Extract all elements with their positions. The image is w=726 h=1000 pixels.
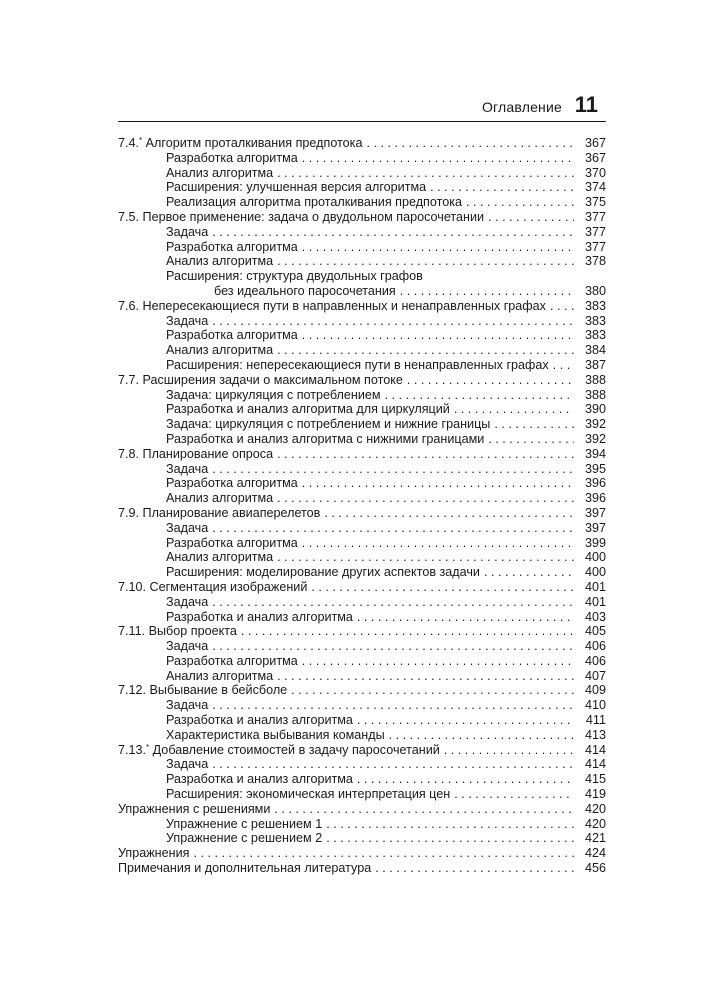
toc-entry-title: Выбор проекта bbox=[148, 624, 237, 639]
toc-entry-title: Разработка алгоритма bbox=[166, 150, 298, 165]
toc-entry bbox=[118, 343, 606, 358]
toc-page-number: 399 bbox=[584, 535, 606, 550]
toc-page-number: 419 bbox=[584, 787, 606, 802]
toc-dot-leader bbox=[375, 861, 574, 876]
toc-entry-title: Расширения: моделирование других аспектов задачи bbox=[166, 565, 480, 580]
toc-page-number: 407 bbox=[584, 668, 606, 683]
toc-entry-label bbox=[166, 757, 212, 772]
toc-page-number: 390 bbox=[584, 402, 606, 417]
toc-dot-leader bbox=[454, 402, 574, 417]
toc-page-number: 411 bbox=[585, 713, 606, 728]
toc-entry-title: Задача: циркуляция с потреблением и нижние границы bbox=[166, 417, 491, 432]
toc-section-number: 7.5. bbox=[118, 209, 140, 224]
toc-entry bbox=[118, 180, 606, 195]
toc-entry bbox=[118, 713, 606, 728]
toc-dot-leader bbox=[550, 299, 574, 314]
toc-entry-label bbox=[118, 447, 277, 462]
toc-entry bbox=[118, 817, 606, 832]
toc-entry bbox=[118, 254, 606, 269]
toc-page-number: 388 bbox=[584, 372, 606, 387]
toc-dot-leader bbox=[193, 846, 574, 861]
toc-entry bbox=[118, 580, 606, 595]
toc-entry bbox=[118, 698, 606, 713]
toc-entry-label bbox=[166, 521, 212, 536]
toc-page-number: 377 bbox=[584, 239, 606, 254]
toc-page-number: 409 bbox=[584, 683, 606, 698]
toc-section-number: 7.11. bbox=[118, 624, 146, 639]
toc-dot-leader bbox=[357, 610, 574, 625]
toc-entry bbox=[118, 831, 606, 846]
toc-dot-leader bbox=[430, 180, 574, 195]
toc-entry-title: Разработка алгоритма bbox=[166, 328, 298, 343]
toc-entry-title: Расширения: непересекающиеся пути в ненаправленных графах bbox=[166, 357, 549, 372]
toc-entry-label bbox=[166, 402, 454, 417]
toc-dot-leader bbox=[400, 284, 574, 299]
toc-entry bbox=[118, 195, 606, 210]
page-number: 11 bbox=[574, 92, 598, 117]
toc-dot-leader bbox=[484, 565, 574, 580]
table-of-contents bbox=[118, 136, 606, 876]
toc-entry-title: Расширения задачи о максимальном потоке bbox=[142, 372, 403, 387]
toc-page-number: 421 bbox=[584, 831, 606, 846]
toc-entry-title: Расширения: экономическая интерпретация цен bbox=[166, 787, 451, 802]
toc-page-number: 414 bbox=[584, 742, 606, 757]
toc-page-number: 405 bbox=[584, 624, 606, 639]
toc-entry-title: Непересекающиеся пути в направленных и ненаправленных графах bbox=[142, 298, 546, 313]
toc-entry-label bbox=[166, 240, 302, 255]
toc-entry bbox=[118, 772, 606, 787]
toc-dot-leader bbox=[357, 772, 574, 787]
toc-page-number: 420 bbox=[584, 801, 606, 816]
toc-entry-label bbox=[118, 861, 375, 876]
toc-entry-label bbox=[166, 180, 430, 195]
toc-advanced-marker: * bbox=[146, 742, 150, 752]
toc-entry bbox=[118, 225, 606, 240]
toc-entry-label bbox=[166, 491, 277, 506]
toc-dot-leader bbox=[277, 166, 574, 181]
header-rule bbox=[118, 121, 606, 122]
toc-advanced-marker: * bbox=[139, 136, 143, 145]
toc-entry-label bbox=[118, 136, 366, 151]
toc-dot-leader bbox=[212, 757, 574, 772]
toc-entry bbox=[118, 314, 606, 329]
toc-page-number: 406 bbox=[584, 639, 606, 654]
toc-entry bbox=[118, 565, 606, 580]
toc-entry-title: Разработка алгоритма bbox=[166, 653, 298, 668]
toc-dot-leader bbox=[326, 831, 574, 846]
toc-page-number: 367 bbox=[584, 150, 606, 165]
page-header bbox=[118, 92, 606, 122]
toc-entry-label bbox=[166, 831, 326, 846]
toc-entry-label bbox=[166, 787, 454, 802]
toc-entry-label bbox=[166, 225, 212, 240]
toc-entry bbox=[118, 728, 606, 743]
toc-page-number: 383 bbox=[584, 313, 606, 328]
toc-dot-leader bbox=[277, 669, 574, 684]
toc-page-number: 384 bbox=[584, 343, 606, 358]
toc-entry-title: Упражнение с решением 1 bbox=[166, 816, 323, 831]
toc-dot-leader bbox=[466, 195, 574, 210]
toc-page-number: 415 bbox=[584, 772, 606, 787]
toc-entry-label bbox=[166, 728, 389, 743]
toc-section-number: 7.4. bbox=[118, 136, 140, 150]
toc-page-number: 414 bbox=[584, 757, 606, 772]
toc-page-number: 380 bbox=[584, 283, 606, 298]
toc-entry-title: Анализ алгоритма bbox=[166, 343, 274, 358]
toc-dot-leader bbox=[454, 787, 574, 802]
toc-dot-leader bbox=[553, 358, 574, 373]
toc-dot-leader bbox=[277, 254, 574, 269]
toc-entry-title: Сегментация изображений bbox=[149, 579, 308, 594]
toc-page-number: 397 bbox=[584, 505, 606, 520]
toc-entry-title: Выбывание в бейсболе bbox=[149, 683, 288, 698]
toc-entry bbox=[118, 669, 606, 684]
toc-page-number: 383 bbox=[584, 328, 606, 343]
toc-dot-leader bbox=[212, 225, 574, 240]
toc-entry-title: Задача bbox=[166, 461, 209, 476]
toc-entry bbox=[118, 417, 606, 432]
toc-dot-leader bbox=[212, 639, 574, 654]
toc-entry-title: Разработка и анализ алгоритма bbox=[166, 713, 353, 728]
toc-page-number: 401 bbox=[584, 594, 606, 609]
toc-page-number: 424 bbox=[584, 846, 606, 861]
toc-entry-label bbox=[166, 328, 302, 343]
toc-page-number: 403 bbox=[584, 609, 606, 624]
toc-entry-title: Характеристика выбывания команды bbox=[166, 727, 385, 742]
toc-entry-title: Задача bbox=[166, 313, 209, 328]
toc-entry-label bbox=[118, 743, 444, 758]
toc-entry-title: Анализ алгоритма bbox=[166, 491, 274, 506]
toc-entry bbox=[118, 358, 606, 373]
toc-page-number: 377 bbox=[584, 224, 606, 239]
toc-entry-title: Задача bbox=[166, 698, 209, 713]
toc-entry-label bbox=[166, 669, 277, 684]
toc-entry-title: Упражнение с решением 2 bbox=[166, 831, 323, 846]
toc-entry bbox=[118, 284, 606, 299]
toc-section-number: 7.6. bbox=[118, 298, 140, 313]
toc-entry bbox=[118, 683, 606, 698]
toc-entry bbox=[118, 388, 606, 403]
toc-entry-label bbox=[166, 476, 302, 491]
toc-section-number: 7.7. bbox=[118, 372, 140, 387]
toc-page-number: 378 bbox=[584, 254, 606, 269]
toc-entry-label bbox=[166, 388, 385, 403]
toc-entry bbox=[118, 639, 606, 654]
toc-entry bbox=[118, 432, 606, 447]
toc-entry-label bbox=[166, 595, 212, 610]
toc-entry-title: Анализ алгоритма bbox=[166, 550, 274, 565]
toc-dot-leader bbox=[212, 521, 574, 536]
toc-entry bbox=[118, 210, 606, 225]
toc-entry-title: Задача bbox=[166, 757, 209, 772]
running-head-title: Оглавление bbox=[481, 99, 562, 115]
toc-section-number: 7.12. bbox=[118, 683, 147, 698]
toc-entry-title: Задача: циркуляция с потреблением bbox=[166, 387, 381, 402]
toc-entry-label bbox=[166, 254, 277, 269]
toc-entry-label bbox=[166, 536, 302, 551]
toc-entry-title: Упражнения bbox=[118, 846, 190, 861]
toc-page-number: 392 bbox=[584, 417, 606, 432]
toc-entry bbox=[118, 447, 606, 462]
toc-entry bbox=[118, 757, 606, 772]
toc-dot-leader bbox=[212, 462, 574, 477]
toc-entry-title: Анализ алгоритма bbox=[166, 254, 274, 269]
toc-entry-label bbox=[166, 610, 357, 625]
toc-entry bbox=[118, 861, 606, 876]
toc-page-number: 397 bbox=[584, 520, 606, 535]
toc-page-number: 392 bbox=[584, 431, 606, 446]
toc-page-number: 383 bbox=[584, 298, 606, 313]
toc-dot-leader bbox=[385, 388, 574, 403]
toc-entry-label bbox=[166, 151, 302, 166]
toc-page-number: 406 bbox=[584, 653, 606, 668]
toc-dot-leader bbox=[326, 817, 574, 832]
toc-entry-label bbox=[118, 506, 324, 521]
toc-entry-title: Упражнения с решениями bbox=[118, 801, 271, 816]
toc-entry-title: Алгоритм проталкивания предпотока bbox=[145, 136, 363, 150]
toc-entry bbox=[118, 462, 606, 477]
toc-entry-title: Разработка алгоритма bbox=[166, 535, 298, 550]
toc-entry-label bbox=[214, 284, 400, 299]
toc-dot-leader bbox=[212, 698, 574, 713]
toc-dot-leader bbox=[212, 595, 574, 610]
toc-dot-leader bbox=[311, 580, 574, 595]
toc-section-number: 7.9. bbox=[118, 505, 140, 520]
toc-page-number: 375 bbox=[584, 195, 606, 210]
toc-page-number: 400 bbox=[584, 565, 606, 580]
toc-entry-title: Реализация алгоритма проталкивания предпотока bbox=[166, 195, 463, 210]
toc-entry-title: Расширения: улучшенная версия алгоритма bbox=[166, 180, 427, 195]
toc-dot-leader bbox=[212, 314, 574, 329]
toc-entry-label bbox=[166, 639, 212, 654]
toc-dot-leader bbox=[488, 210, 574, 225]
toc-dot-leader bbox=[444, 743, 574, 758]
toc-entry-title: Разработка и анализ алгоритма для циркуляций bbox=[166, 402, 450, 417]
toc-entry-title: Разработка и анализ алгоритма bbox=[166, 609, 353, 624]
toc-entry-label bbox=[166, 817, 326, 832]
toc-dot-leader bbox=[277, 343, 574, 358]
toc-entry bbox=[118, 491, 606, 506]
toc-entry-label bbox=[166, 462, 212, 477]
toc-page-number: 396 bbox=[584, 476, 606, 491]
toc-entry-label bbox=[118, 299, 550, 314]
toc-entry bbox=[118, 595, 606, 610]
toc-dot-leader bbox=[274, 802, 574, 817]
toc-entry bbox=[118, 136, 606, 151]
toc-dot-leader bbox=[277, 447, 574, 462]
toc-entry-label bbox=[166, 654, 302, 669]
toc-entry-title: Планирование авиаперелетов bbox=[142, 505, 321, 520]
toc-entry bbox=[118, 536, 606, 551]
toc-entry-label bbox=[166, 166, 277, 181]
toc-dot-leader bbox=[302, 328, 574, 343]
toc-entry-label bbox=[166, 417, 494, 432]
toc-entry-label bbox=[118, 683, 291, 698]
toc-dot-leader bbox=[366, 136, 574, 151]
toc-section-number: 7.13. bbox=[118, 742, 147, 757]
toc-page-number: 400 bbox=[584, 550, 606, 565]
toc-page-number: 387 bbox=[584, 357, 606, 372]
toc-entry-title: Задача bbox=[166, 594, 209, 609]
toc-entry-label bbox=[118, 624, 241, 639]
toc-page-number: 367 bbox=[584, 136, 606, 150]
toc-dot-leader bbox=[324, 506, 574, 521]
toc-entry bbox=[118, 610, 606, 625]
toc-entry bbox=[118, 373, 606, 388]
toc-entry bbox=[118, 521, 606, 536]
toc-entry-title: Анализ алгоритма bbox=[166, 668, 274, 683]
toc-dot-leader bbox=[302, 151, 574, 166]
toc-entry bbox=[118, 476, 606, 491]
toc-section-number: 7.8. bbox=[118, 446, 140, 461]
toc-entry bbox=[118, 654, 606, 669]
toc-page-number: 420 bbox=[584, 816, 606, 831]
toc-page-number: 413 bbox=[584, 727, 606, 742]
toc-dot-leader bbox=[407, 373, 574, 388]
toc-entry-label bbox=[166, 269, 427, 284]
toc-page-number: 410 bbox=[584, 698, 606, 713]
toc-entry-title: Планирование опроса bbox=[142, 446, 274, 461]
toc-entry-title: Первое применение: задача о двудольном паросочетании bbox=[142, 209, 485, 224]
toc-page-number: 388 bbox=[584, 387, 606, 402]
toc-entry-title: Задача bbox=[166, 224, 209, 239]
toc-entry bbox=[118, 166, 606, 181]
toc-entry-title: Примечания и дополнительная литература bbox=[118, 861, 372, 876]
toc-dot-leader bbox=[302, 476, 574, 491]
toc-entry bbox=[118, 506, 606, 521]
toc-page-number: 401 bbox=[584, 579, 606, 594]
toc-entry-label bbox=[118, 802, 274, 817]
toc-entry bbox=[118, 787, 606, 802]
toc-entry-label bbox=[118, 846, 193, 861]
toc-entry bbox=[118, 802, 606, 817]
toc-entry-title: без идеального паросочетания bbox=[214, 283, 396, 298]
toc-entry bbox=[118, 151, 606, 166]
toc-entry-title: Разработка и анализ алгоритма с нижними границами bbox=[166, 431, 485, 446]
toc-entry-title: Разработка алгоритма bbox=[166, 476, 298, 491]
toc-dot-leader bbox=[302, 536, 574, 551]
toc-entry-title: Задача bbox=[166, 639, 209, 654]
toc-dot-leader bbox=[389, 728, 574, 743]
toc-page-number: 395 bbox=[584, 461, 606, 476]
toc-entry bbox=[118, 743, 606, 758]
toc-entry bbox=[118, 269, 606, 284]
toc-entry-title: Разработка и анализ алгоритма bbox=[166, 772, 353, 787]
toc-entry-label bbox=[118, 210, 488, 225]
toc-entry-title: Задача bbox=[166, 520, 209, 535]
toc-entry bbox=[118, 550, 606, 565]
toc-entry-label bbox=[166, 432, 488, 447]
toc-entry bbox=[118, 299, 606, 314]
toc-entry bbox=[118, 402, 606, 417]
toc-dot-leader bbox=[302, 654, 574, 669]
toc-dot-leader bbox=[357, 713, 574, 728]
toc-entry-label bbox=[166, 772, 357, 787]
toc-page-number: 394 bbox=[584, 446, 606, 461]
toc-dot-leader bbox=[277, 550, 574, 565]
toc-page-number: 370 bbox=[584, 165, 606, 180]
toc-entry-label bbox=[166, 713, 357, 728]
toc-entry-label bbox=[166, 358, 553, 373]
toc-entry-title: Добавление стоимостей в задачу паросочетаний bbox=[152, 742, 440, 757]
toc-entry-title: Расширения: структура двудольных графов bbox=[166, 269, 423, 284]
toc-entry-label bbox=[118, 373, 407, 388]
toc-entry-label bbox=[118, 580, 311, 595]
toc-page-number: 374 bbox=[584, 180, 606, 195]
toc-dot-leader bbox=[241, 624, 574, 639]
toc-dot-leader bbox=[277, 491, 574, 506]
toc-entry-title: Анализ алгоритма bbox=[166, 165, 274, 180]
toc-dot-leader bbox=[291, 683, 574, 698]
toc-entry bbox=[118, 328, 606, 343]
toc-page-number: 377 bbox=[584, 209, 606, 224]
toc-entry-label bbox=[166, 550, 277, 565]
toc-page-number: 456 bbox=[584, 861, 606, 876]
toc-dot-leader bbox=[494, 417, 574, 432]
toc-entry bbox=[118, 240, 606, 255]
toc-entry-label bbox=[166, 565, 484, 580]
toc-page-number: 396 bbox=[584, 491, 606, 506]
toc-entry-label bbox=[166, 195, 466, 210]
toc-entry-label bbox=[166, 343, 277, 358]
toc-dot-leader bbox=[302, 240, 574, 255]
toc-entry-title: Разработка алгоритма bbox=[166, 239, 298, 254]
toc-entry-label bbox=[166, 314, 212, 329]
toc-entry-label bbox=[166, 698, 212, 713]
toc-section-number: 7.10. bbox=[118, 579, 147, 594]
toc-entry bbox=[118, 846, 606, 861]
toc-entry bbox=[118, 624, 606, 639]
toc-dot-leader bbox=[488, 432, 574, 447]
